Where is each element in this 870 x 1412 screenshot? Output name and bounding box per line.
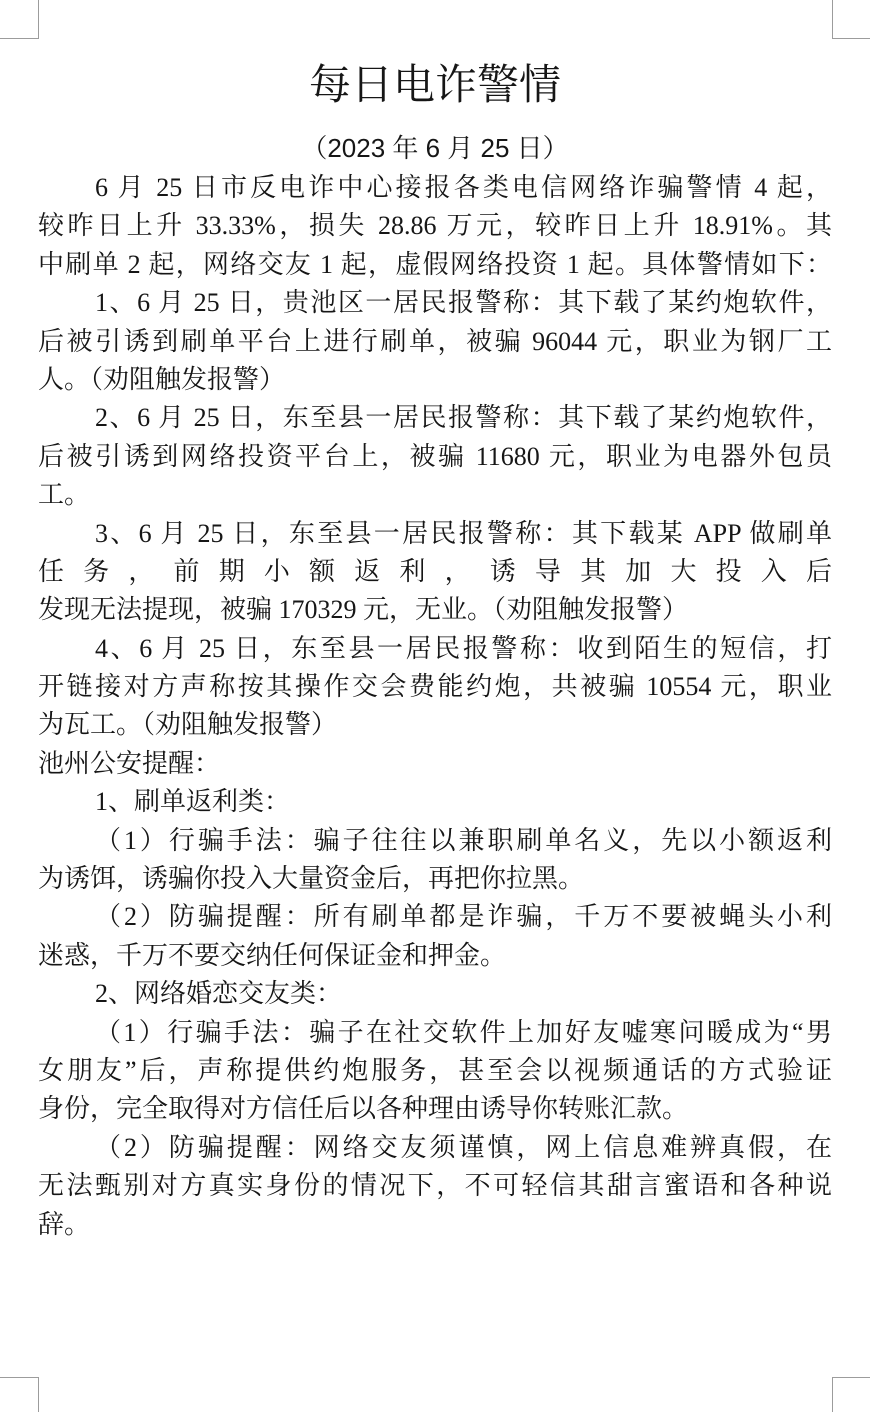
case-line: 2、6 月 25 日，东至县一居民报警称：其下载了某约炮软件， <box>95 403 832 433</box>
case-paragraph-1 <box>38 284 832 399</box>
crop-mark-top-right <box>832 0 870 39</box>
case-line: 发现无法提现，被骗 170329 元，无业。（劝阻触发报警） <box>38 595 689 625</box>
report-date: （2023 年 6 月 25 日） <box>301 133 569 163</box>
reminder-line: （1）行骗手法：骗子往往以兼职刷单名义，先以小额返利 <box>95 825 832 855</box>
case-paragraph-4 <box>38 630 832 745</box>
crop-mark-top-left <box>0 0 39 39</box>
case-line: 4、6 月 25 日，东至县一居民报警称：收到陌生的短信，打 <box>95 633 832 663</box>
case-line: 人。（劝阻触发报警） <box>38 364 286 394</box>
document-title: 每日电诈警情 <box>308 60 561 109</box>
case-line: 后被引诱到网络投资平台上，被骗 11680 元，职业为电器外包员 <box>38 441 832 471</box>
reminder-item <box>38 1129 832 1244</box>
case-line: 为瓦工。（劝阻触发报警） <box>38 710 338 740</box>
reminder-line: 女朋友”后，声称提供约炮服务，甚至会以视频通话的方式验证 <box>38 1055 832 1085</box>
crop-mark-bottom-left <box>0 1377 39 1412</box>
reminder-heading: 池州公安提醒： <box>38 748 221 778</box>
case-line: 后被引诱到刷单平台上进行刷单，被骗 96044 元，职业为钢厂工 <box>38 326 832 356</box>
document-body <box>38 169 832 1244</box>
summary-line: 6 月 25 日市反电诈中心接报各类电信网络诈骗警情 4 起， <box>95 173 832 202</box>
reminder-line: 为诱饵，诱骗你投入大量资金后，再把你拉黑。 <box>38 864 585 894</box>
crop-mark-bottom-right <box>832 1377 870 1412</box>
case-paragraph-2 <box>38 399 832 514</box>
reminder-item <box>38 822 832 899</box>
reminder-line: 身份，完全取得对方信任后以各种理由诱导你转账汇款。 <box>38 1094 689 1124</box>
case-line: 1、6 月 25 日，贵池区一居民报警称：其下载了某约炮软件， <box>95 288 832 318</box>
case-line: 开链接对方声称按其操作交会费能约炮，共被骗 10554 元，职业 <box>38 672 832 702</box>
reminder-category-heading: 1、刷单返利类： <box>95 787 291 817</box>
reminder-line: 无法甄别对方真实身份的情况下，不可轻信其甜言蜜语和各种说 <box>38 1171 832 1201</box>
case-line: 工。 <box>38 480 91 510</box>
case-line: 任务，前期小额返利，诱导其加大投入后 <box>38 556 832 586</box>
reminder-line: （1）行骗手法：骗子在社交软件上加好友嘘寒问暖成为“男 <box>95 1017 832 1047</box>
case-line: 3、6 月 25 日，东至县一居民报警称：其下载某 APP 做刷单 <box>95 518 832 548</box>
reminder-line: 辞。 <box>38 1209 91 1239</box>
summary-paragraph <box>38 169 832 284</box>
reminder-section-1 <box>38 783 832 975</box>
case-paragraph-3 <box>38 515 832 630</box>
reminder-line: （2）防骗提醒：所有刷单都是诈骗，千万不要被蝇头小利 <box>95 902 832 932</box>
reminder-line: （2）防骗提醒：网络交友须谨慎，网上信息难辨真假，在 <box>95 1132 832 1162</box>
reminder-line: 迷惑，千万不要交纳任何保证金和押金。 <box>38 940 507 970</box>
summary-line: 较昨日上升 33.33%，损失 28.86 万元，较昨日上升 18.91%。其 <box>38 211 832 241</box>
reminder-category-heading: 2、网络婚恋交友类： <box>95 979 343 1009</box>
reminder-section-2 <box>38 975 832 1244</box>
summary-line: 中刷单 2 起，网络交友 1 起，虚假网络投资 1 起。具体警情如下： <box>38 249 832 279</box>
reminder-item <box>38 1014 832 1129</box>
reminder-item <box>38 898 832 975</box>
